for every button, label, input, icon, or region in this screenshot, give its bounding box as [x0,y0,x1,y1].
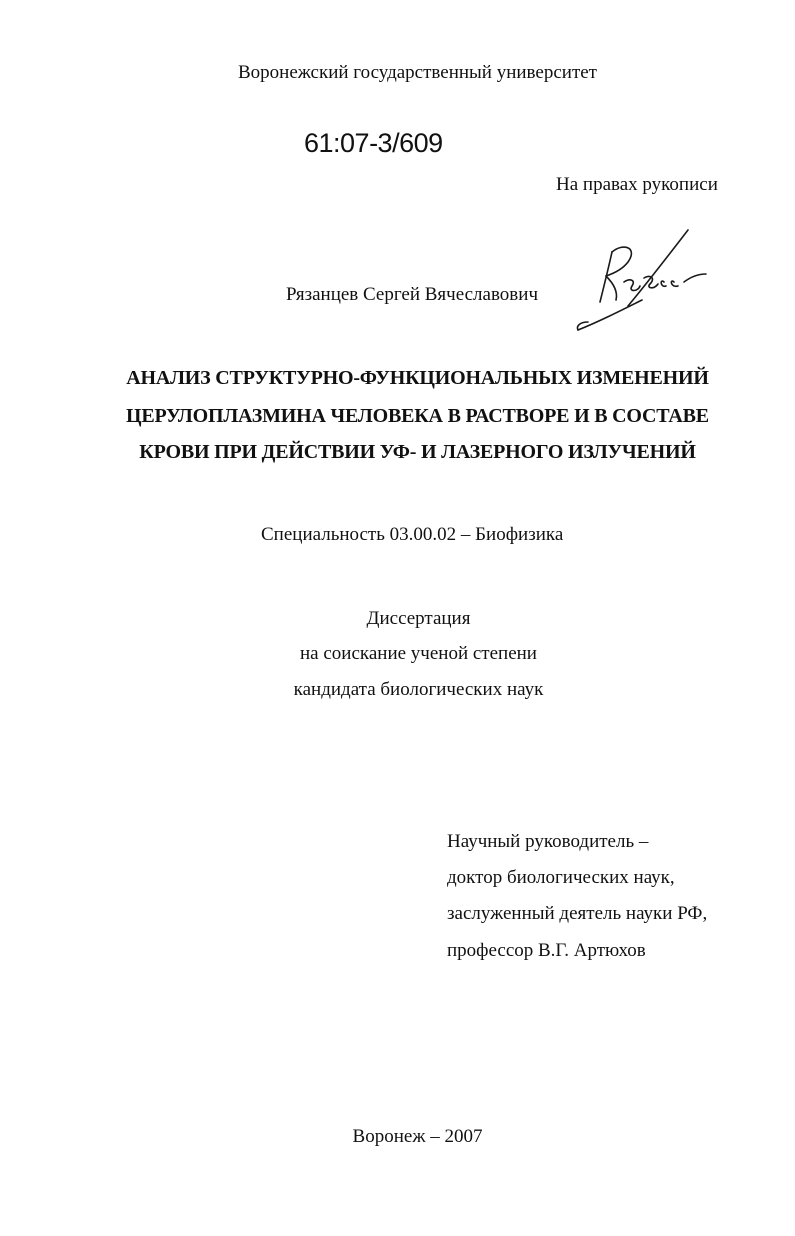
dissertation-line-3: кандидата биологических наук [293,679,544,700]
dissertation-line-2: на соискание ученой степени [300,643,537,664]
supervisor-line-1: Научный руководитель – [447,831,649,852]
supervisor-line-3: заслуженный деятель науки РФ, [447,903,708,924]
supervisor-line-2: доктор биологических наук, [447,867,675,888]
supervisor-line-4: профессор В.Г. Артюхов [447,940,646,961]
specialty: Специальность 03.00.02 – Биофизика [261,524,564,545]
rights-note: На правах рукописи [556,174,718,195]
title-line-1: АНАЛИЗ СТРУКТУРНО-ФУНКЦИОНАЛЬНЫХ ИЗМЕНЕНИЙ [126,367,709,389]
title-line-3: КРОВИ ПРИ ДЕЙСТВИИ УФ- И ЛАЗЕРНОГО ИЗЛУЧЕНИЙ [139,441,696,463]
author-name: Рязанцев Сергей Вячеславович [286,284,539,305]
catalog-number: 61:07-3/609 [304,128,443,158]
title-line-2: ЦЕРУЛОПЛАЗМИНА ЧЕЛОВЕКА В РАСТВОРЕ И В СОСТАВЕ [126,405,709,427]
dissertation-line-1: Диссертация [366,608,471,629]
author-signature [568,226,708,338]
city-year: Воронеж – 2007 [352,1126,483,1147]
university-name: Воронежский государственный университет [237,62,597,83]
